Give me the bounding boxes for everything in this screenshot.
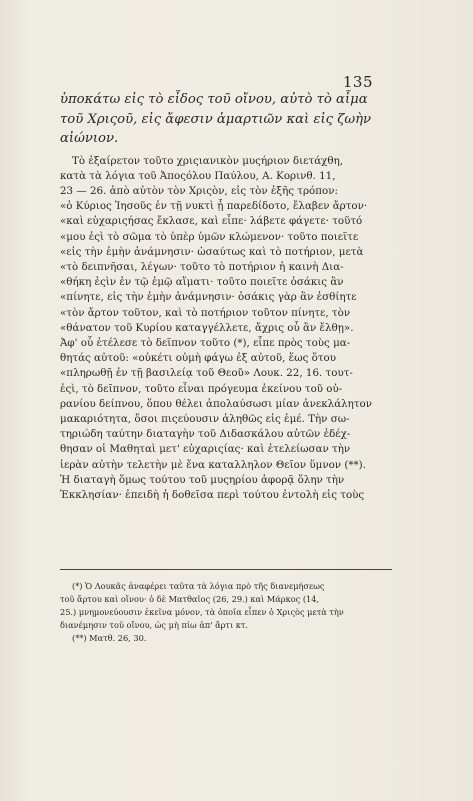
footnotes bbox=[60, 580, 400, 645]
text-line: «πίνητε, εἰς τὴν ἐμὴν ἀνάμνησιν· ὁσάκις γὰρ ἂν ἐσθίητε bbox=[60, 291, 357, 304]
text-line: τοῦ Χριςοῦ, εἰς ἄφεσιν ἁμαρτιῶν καὶ εἰς ζωὴν bbox=[60, 111, 372, 127]
footnote-line: τοῦ ἄρτου καὶ οἴνου· ὁ δὲ Ματθαῖος (26, 29.) καὶ Μάρκος (14, bbox=[60, 594, 320, 604]
footnote-divider bbox=[60, 569, 392, 570]
text-line: «τὸ δειπνῆσαι, λέγων· τοῦτο τὸ ποτήριον ἡ καινὴ Δια- bbox=[60, 260, 344, 273]
text-line: «εἰς τὴν ἐμὴν ἀνάμνησιν· ὡσαύτως καὶ τὸ ποτήριον, μετὰ bbox=[60, 245, 364, 258]
text-line: κατὰ τὰ λόγια τοῦ Ἀποςόλου Παύλου, Α. Κορινθ. 11, bbox=[60, 169, 336, 182]
text-line: Τὸ ἐξαίρετον τοῦτο χριςιανικὸν μυςήριον διετάχθη, bbox=[72, 154, 344, 167]
footnote-line: (**) Ματθ. 26, 30. bbox=[72, 633, 147, 643]
page-number: 135 bbox=[342, 73, 373, 91]
text-line: «καὶ εὐχαριςήσας ἔκλασε, καὶ εἶπε· λάβετε φάγετε· τοῦτό bbox=[60, 215, 363, 228]
footnote-line: 25.) μνημονεύουσιν ἐκεῖνα μόνον, τὰ ὁποῖα εἶπεν ὁ Χριςὸς μετὰ τὴν bbox=[60, 607, 344, 617]
text-line: θησαν οἱ Μαθηταὶ μετ' εὐχαριςίας· καὶ ἐτελείωσαν τὴν bbox=[60, 443, 351, 456]
footnote-line: διανέμησιν τοῦ οἴνου, ὡς μὴ πίω ἀπ' ἄρτι κτ. bbox=[60, 620, 249, 630]
text-line: «μου ἐςὶ τὸ σῶμα τὸ ὑπὲρ ὑμῶν κλώμενον· τοῦτο ποιεῖτε bbox=[60, 230, 359, 243]
text-line: θητάς αὐτοῦ: «οὐκέτι οὐμὴ φάγω ἐξ αὐτοῦ, ἕως ὅτου bbox=[60, 352, 336, 365]
text-line: ἱερὰν αὐτὴν τελετὴν μὲ ἕνα καταλληλον Θεῖον ὕμνον (**). bbox=[60, 458, 366, 471]
text-line: «πληρωθῇ ἐν τῇ βασιλείᾳ τοῦ Θεοῦ» Λουκ. 22, 16. τουτ- bbox=[60, 367, 353, 380]
text-line: τηριώδη ταύτην διαταγὴν τοῦ Διδασκάλου αὐτῶν ἐδέχ- bbox=[60, 428, 351, 441]
footnote-line: (*) Ὁ Λουκᾶς ἀναφέρει ταῦτα τὰ λόγια πρὸ τῆς διανεμήσεως bbox=[72, 581, 325, 591]
text-line: Ἡ διαταγὴ ὅμως τούτου τοῦ μυςηρίου ἀφορᾷ ὅλην τὴν bbox=[60, 473, 345, 486]
text-line: «τὸν ἄρτον τοῦτον, καὶ τὸ ποτήριον τοῦτον πίνητε, τὸν bbox=[60, 306, 351, 319]
text-line: μακαριότητα, ὅσοι πιςεύουσιν ἀληθῶς εἰς ἐμέ. Τὴν σω- bbox=[60, 412, 350, 425]
text-line: αἰώνιον. bbox=[60, 131, 119, 146]
text-line: ἐςὶ, τὸ δεῖπνον, τοῦτο εἶναι πρόγευμα ἐκείνου τοῦ οὐ- bbox=[60, 382, 343, 395]
text-line: 23 — 26. ἀπὸ αὐτὸν τὸν Χριςὸν, εἰς τὸν ἑξῆς τρόπον: bbox=[60, 184, 338, 197]
text-line: ρανίου δείπνου, ὅπου θέλει ἀπολαύσωσι μίαν ἀνεκλάλητον bbox=[60, 397, 372, 410]
text-line: «ὁ Κύριος Ἰησοῦς ἐν τῇ νυκτὶ ᾗ παρεδίδοτο, ἔλαβεν ἄρτον· bbox=[60, 200, 368, 213]
text-line: «θάνατον τοῦ Κυρίου καταγγέλλετε, ἄχρις οὗ ἂν ἔλθῃ». bbox=[60, 321, 354, 334]
text-line: Ἀφ' οὗ ἐτέλεσε τὸ δεῖπνον τοῦτο (*), εἶπε πρὸς τοὺς μα- bbox=[60, 336, 351, 349]
lead-paragraph bbox=[60, 90, 400, 149]
text-line: Ἐκκλησίαν· ἐπειδὴ ἡ δοθεῖσα περὶ τούτου ἐντολὴ εἰς τοὺς bbox=[60, 488, 365, 501]
body-paragraph bbox=[60, 154, 400, 504]
text-line: «θήκη ἐςὶν ἐν τῷ ἐμῷ αἵματι· τοῦτο ποιεῖτε ὁσάκις ἂν bbox=[60, 276, 344, 289]
text-line: ὑποκάτω εἰς τὸ εἶδος τοῦ οἴνου, αὐτὸ τὸ αἷμα bbox=[60, 92, 368, 107]
main-text bbox=[60, 90, 400, 503]
